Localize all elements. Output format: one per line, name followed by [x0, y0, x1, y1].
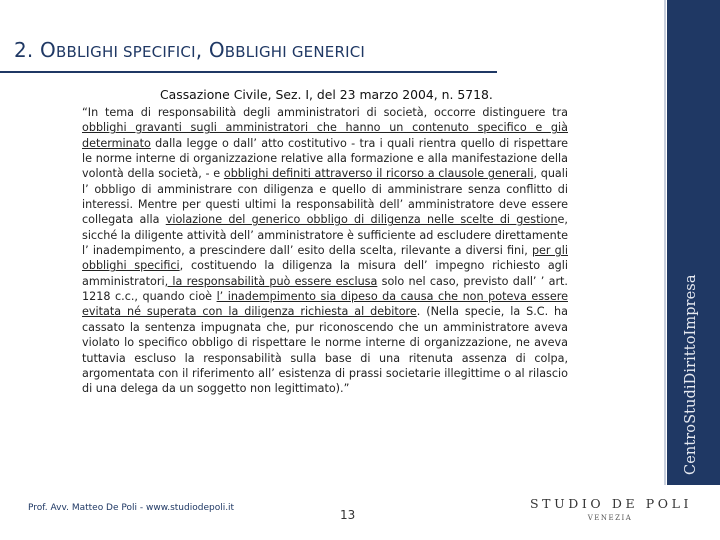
footer-author: Prof. Avv. Matteo De Poli - www.studiodepoli.it	[28, 503, 235, 513]
quote-underlined-segment: per gli obblighi specifici	[82, 244, 568, 273]
studio-logo	[530, 496, 693, 522]
quote-segment: “In tema di responsabilità degli amministratori di società, occorre distinguere tra	[82, 106, 568, 119]
quote-segment: solo nel caso, previsto dall’ ’ art. 1218 c.c., quando cioè	[82, 274, 568, 304]
side-bar-brand-text: CentroStudiDirittoImpresa	[683, 274, 699, 475]
logo-city: VENEZIA	[587, 514, 633, 522]
logo-name: STUDIO DE POLI	[530, 496, 693, 511]
side-bar-edge	[664, 0, 666, 485]
page-number: 13	[340, 508, 356, 522]
quote-segment: , costituendo la diligenza la misura dell’ impegno richiesto agli amministratori	[82, 259, 568, 288]
quote-segment: dalla legge o dall’ atto costitutivo - tra i quali rientra quello di rispettare le norme interne di organizzazione relative alla formazione e alla manifestazione della volontà della società, - e	[82, 136, 568, 181]
case-quote	[82, 105, 568, 430]
slide-title	[14, 38, 365, 62]
quote-segment: . (Nella specie, la S.C. ha cassato la sentenza impugnata che, pur riconoscendo che un amministratore aveva violato lo specifico obbligo di rispettare le norme interne di organizzazione, ne aveva tuttavia escluso la responsabilità sulla base di una ritenuta assenza di colpa, argomentata con il riferimento all’ esistenza di prassi societarie illegittime o al rilascio di una delega da un soggetto non legittimato).”	[82, 305, 568, 396]
quote-segment: e, sicché la diligente attività dell’ amministratore è sufficiente ad escludere direttamente l’ inadempimento, a prescindere dall’ esito della scelta, rilevante a diversi fini,	[82, 213, 568, 258]
quote-underlined-segment: l’ inadempimento sia dipeso da causa che non poteva essere evitata né superata con la diligenza richiesta al debitore	[82, 290, 568, 319]
quote-underlined-segment: obblighi definiti attraverso il ricorso a clausole generali	[223, 167, 534, 181]
title-part-4: BBLIGHI GENERICI	[224, 43, 365, 61]
title-part-3: , O	[195, 38, 225, 62]
title-underline	[0, 71, 497, 73]
quote-underlined-segment: violazione del generico obbligo di diligenza nelle scelte di gestion	[165, 213, 558, 227]
title-part-2: BBLIGHI SPECIFICI	[55, 43, 196, 61]
quote-segment: , quali l’ obbligo di amministrare con diligenza e quello di amministrare senza conflitto di interessi. Mentre per questi ultimi la responsabilità dell’ amministratore deve essere collegata alla	[82, 167, 568, 227]
quote-underlined-segment: obblighi gravanti sugli amministratori che hanno un contenuto specifico e già determinato	[82, 121, 568, 150]
case-heading: Cassazione Civile, Sez. I, del 23 marzo 2004, n. 5718.	[160, 87, 493, 102]
quote-underlined-segment: , la responsabilità può essere esclusa	[164, 274, 378, 288]
title-part-1: 2. O	[14, 38, 56, 62]
